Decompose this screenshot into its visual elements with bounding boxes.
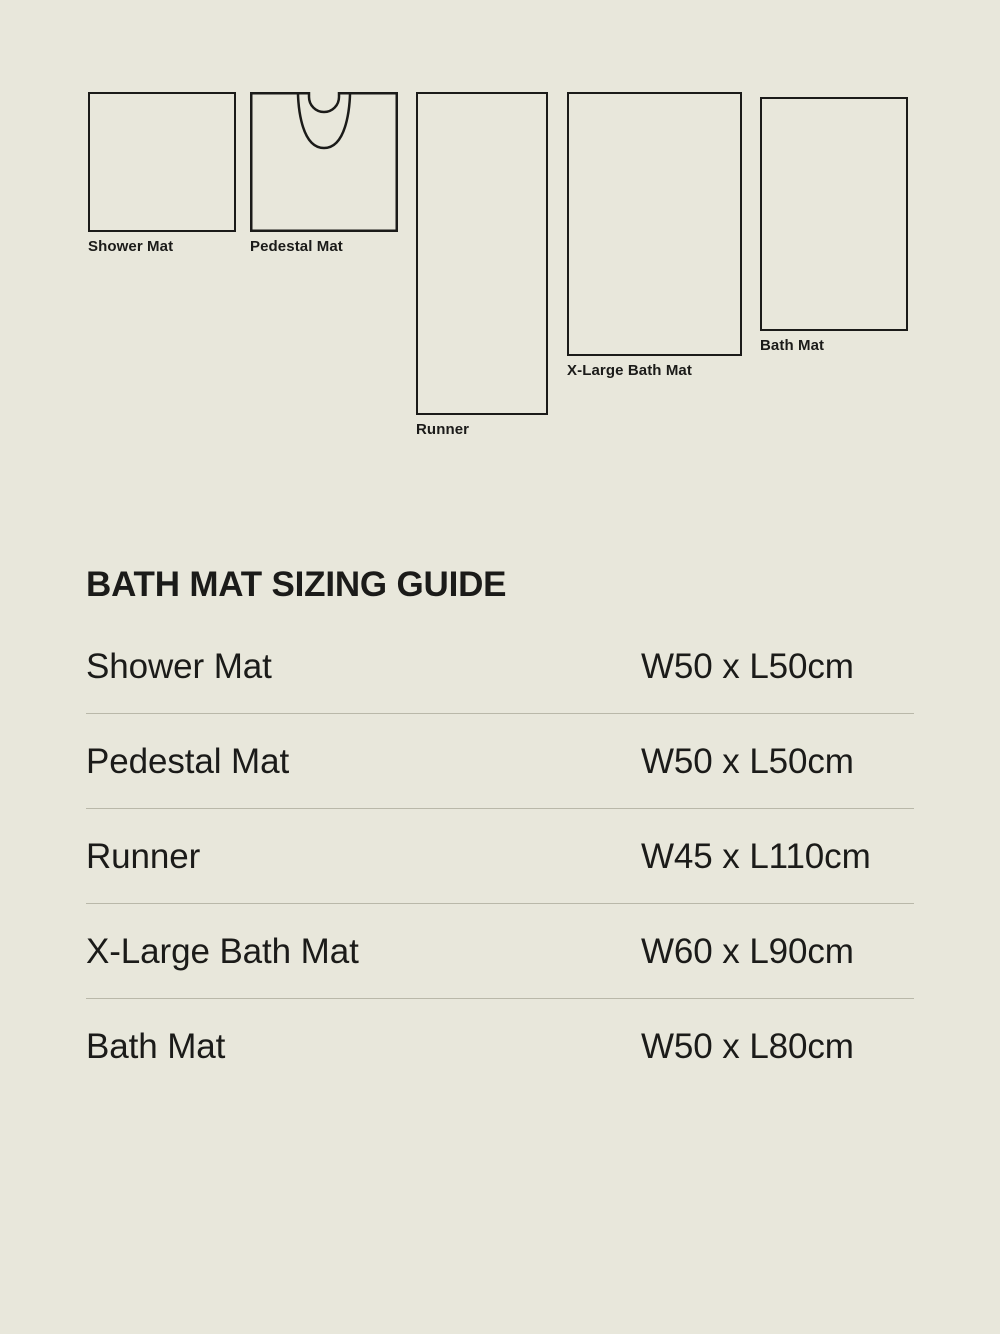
table-row <box>86 999 914 1093</box>
pedestal-mat-shape-label: Pedestal Mat <box>250 238 343 255</box>
xlarge-bath-mat-shape-icon <box>567 92 742 356</box>
shape-group-shower-mat <box>88 92 236 255</box>
row-label-pedestal-mat: Pedestal Mat <box>86 742 290 781</box>
row-size-shower-mat: W50 x L50cm <box>641 647 854 686</box>
row-size-xlarge-bath-mat: W60 x L90cm <box>641 932 854 971</box>
runner-mat-shape-icon <box>416 92 548 415</box>
row-label-bath-mat: Bath Mat <box>86 1027 226 1066</box>
shape-group-xlarge-bath-mat <box>567 92 742 379</box>
bath-mat-shape-icon <box>760 97 908 331</box>
bath-mat-shape-label: Bath Mat <box>760 337 825 354</box>
xlarge-bath-mat-shape-label: X-Large Bath Mat <box>567 362 692 379</box>
table-row <box>86 809 914 904</box>
shower-mat-shape-label: Shower Mat <box>88 238 174 255</box>
row-size-pedestal-mat: W50 x L50cm <box>641 742 854 781</box>
shape-group-bath-mat <box>760 97 908 354</box>
shape-group-runner <box>416 92 548 438</box>
sizing-guide <box>86 565 914 1093</box>
pedestal-mat-shape-icon <box>250 92 398 232</box>
runner-shape-label: Runner <box>416 421 470 438</box>
row-label-shower-mat: Shower Mat <box>86 647 272 686</box>
table-row <box>86 714 914 809</box>
table-row <box>86 647 914 714</box>
shower-mat-shape-icon <box>88 92 236 232</box>
mat-shapes-diagram <box>0 0 1000 520</box>
row-label-xlarge-bath-mat: X-Large Bath Mat <box>86 932 359 971</box>
row-size-runner: W45 x L110cm <box>641 837 871 876</box>
row-size-bath-mat: W50 x L80cm <box>641 1027 854 1066</box>
shape-group-pedestal-mat <box>250 92 398 255</box>
table-row <box>86 904 914 999</box>
row-label-runner: Runner <box>86 837 201 876</box>
page-title: BATH MAT SIZING GUIDE <box>86 565 507 604</box>
